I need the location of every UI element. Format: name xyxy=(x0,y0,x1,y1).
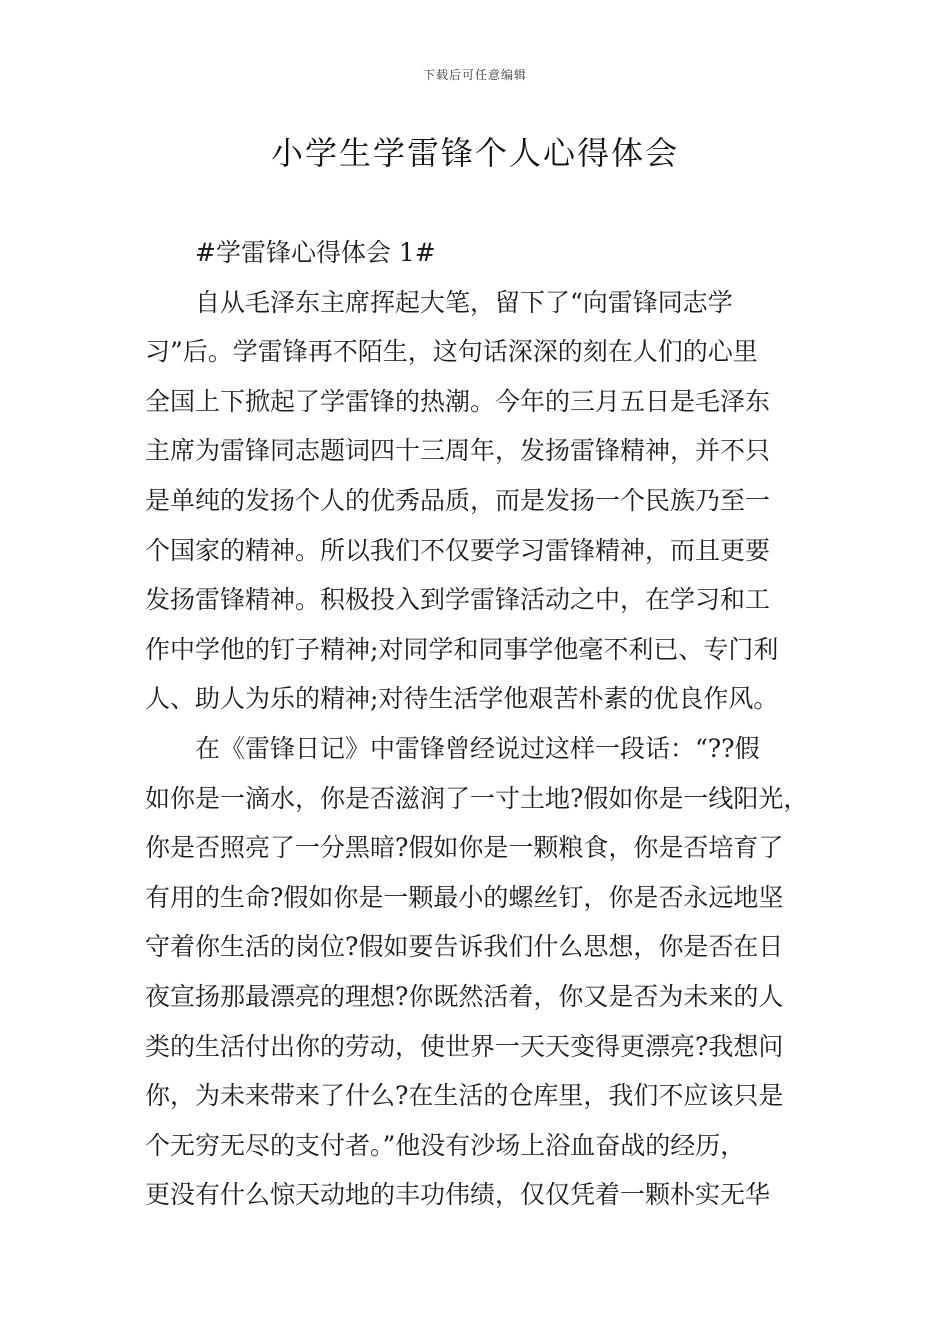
paragraph-line: 守着你生活的岗位?假如要告诉我们什么思想，你是否在日 xyxy=(145,932,784,962)
paragraph-line: 个国家的精神。所以我们不仅要学习雷锋精神，而且更要 xyxy=(145,535,771,565)
paragraph-line: 习”后。学雷锋再不陌生，这句话深深的刻在人们的心里 xyxy=(145,337,758,367)
paragraph-line: 如你是一滴水，你是否滋润了一寸土地?假如你是一线阳光， xyxy=(145,783,809,813)
paragraph-line: 有用的生命?假如你是一颗最小的螺丝钉，你是否永远地坚 xyxy=(145,882,784,912)
paragraph-line: 在《雷锋日记》中雷锋曾经说过这样一段话：“??假 xyxy=(195,733,760,763)
document-title: 小学生学雷锋个人心得体会 xyxy=(270,134,679,172)
paragraph-line: 你是否照亮了一分黑暗?假如你是一颗粮食，你是否培育了 xyxy=(145,833,784,863)
paragraph-line: 是单纯的发扬个人的优秀品质，而是发扬一个民族乃至一 xyxy=(145,485,771,515)
paragraph-line: 自从毛泽东主席挥起大笔，留下了“向雷锋同志学 xyxy=(195,287,733,317)
paragraph-2 xyxy=(145,724,810,1220)
section-heading: #学雷锋心得体会 1# xyxy=(195,238,436,267)
paragraph-1 xyxy=(145,278,810,724)
document-body xyxy=(145,228,810,1220)
paragraph-line: 更没有什么惊天动地的丰功伟绩，仅仅凭着一颗朴实无华 xyxy=(145,1180,771,1210)
paragraph-line: 你，为未来带来了什么?在生活的仓库里，我们不应该只是 xyxy=(145,1081,784,1111)
paragraph-line: 夜宣扬那最漂亮的理想?你既然活着，你又是否为未来的人 xyxy=(145,981,784,1011)
paragraph-line: 全国上下掀起了学雷锋的热潮。今年的三月五日是毛泽东 xyxy=(145,386,771,416)
paragraph-line: 个无穷无尽的支付者。”他没有沙场上浴血奋战的经历， xyxy=(145,1130,746,1160)
paragraph-line: 发扬雷锋精神。积极投入到学雷锋活动之中，在学习和工 xyxy=(145,585,771,615)
paragraph-line: 作中学他的钉子精神;对同学和同事学他毫不利已、专门利 xyxy=(145,634,779,664)
paragraph-line: 人、助人为乐的精神;对待生活学他艰苦朴素的优良作风。 xyxy=(145,684,779,714)
header-note: 下载后可任意编辑 xyxy=(422,68,527,82)
paragraph-line: 主席为雷锋同志题词四十三周年，发扬雷锋精神，并不只 xyxy=(145,436,771,466)
paragraph-line: 类的生活付出你的劳动，使世界一天天变得更漂亮?我想问 xyxy=(145,1031,784,1061)
